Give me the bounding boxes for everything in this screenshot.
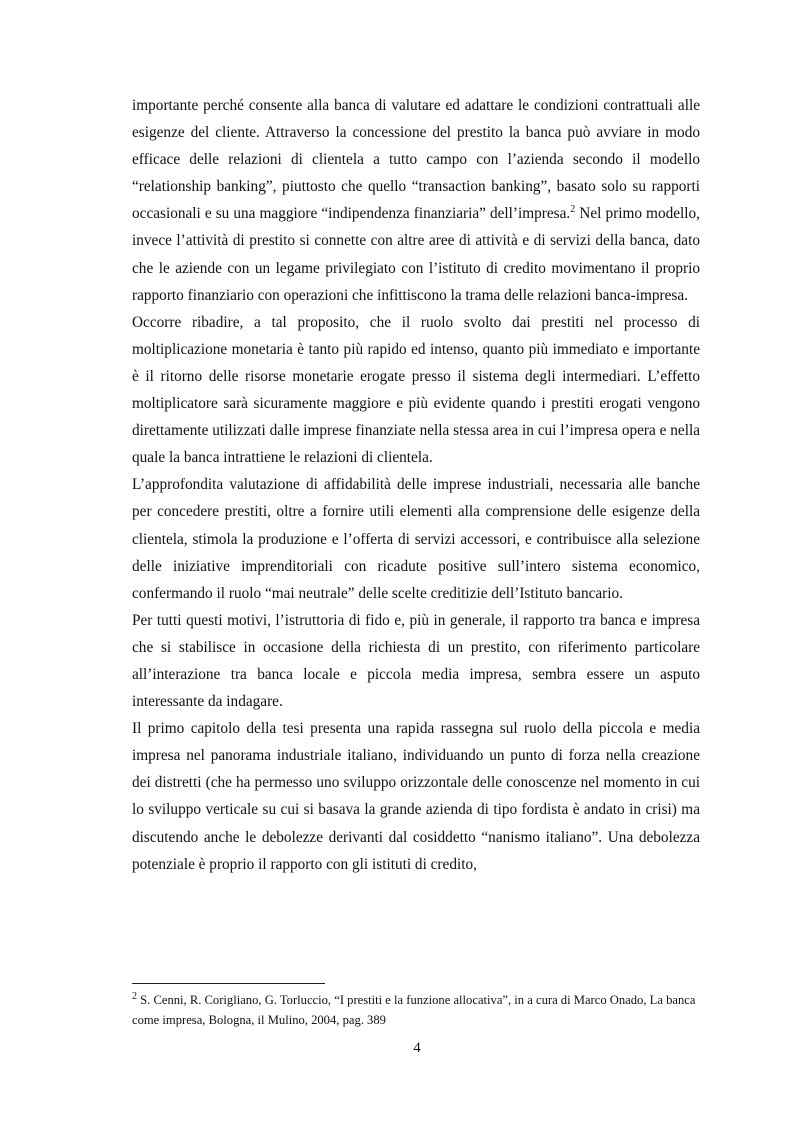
footnote-text: S. Cenni, R. Corigliano, G. Torluccio, “I prestiti e la funzione allocativa”, in a cura di Marco Onado, La banca come impresa, Bologna, il Mulino, 2004, pag. 389 bbox=[132, 993, 696, 1027]
page-number: 4 bbox=[413, 1040, 421, 1056]
paragraph-1-text: importante perché consente alla banca di valutare ed adattare le condizioni contrattuali alle esigenze del cliente. Attraverso la concessione del prestito la banca può avviare in modo efficace delle relazioni di clientela a tutto campo con l’azienda secondo il modello “relationship banking”, piuttosto che quello “transaction banking”, basato solo su rapporti occasionali e su una maggiore “indipendenza finanziaria” dell’impresa. bbox=[132, 97, 700, 223]
footnote-reference: 2 bbox=[570, 204, 576, 216]
paragraph-1 bbox=[132, 92, 700, 309]
footnote-separator bbox=[132, 983, 325, 984]
body-text bbox=[132, 92, 700, 878]
footnote bbox=[132, 990, 700, 1030]
paragraph-4: Per tutti questi motivi, l’istruttoria di fido e, più in generale, il rapporto tra banca e impresa che si stabilisce in occasione della richiesta di un prestito, con riferimento particolare all’interazione tra banca locale e piccola media impresa, sembra essere un asputo interessante da indagare. bbox=[132, 611, 700, 711]
paragraph-2: Occorre ribadire, a tal proposito, che il ruolo svolto dai prestiti nel processo di moltiplicazione monetaria è tanto più rapido ed intenso, quanto più immediato e importante è il ritorno delle risorse monetarie erogate presso il sistema degli intermediari. L’effetto moltiplicatore sarà sicuramente maggiore e più evidente quando i prestiti erogati vengono direttamente utilizzati dalle imprese finanziate nella stessa area in cui l’impresa opera e nella quale la banca intrattiene le relazioni di clientela. bbox=[132, 313, 700, 467]
paragraph-1-text-continued: Nel primo modello, invece l’attività di prestito si connette con altre aree di attività e di servizi della banca, dato che le aziende con un legame privilegiato con l’istituto di credito movimentano il proprio rapporto finanziario con operazioni che infittiscono la trama delle relazioni banca-impresa. bbox=[132, 205, 700, 304]
footnote-number: 2 bbox=[132, 990, 137, 1002]
paragraph-5: Il primo capitolo della tesi presenta una rapida rassegna sul ruolo della piccola e media impresa nel panorama industriale italiano, individuando un punto di forza nella creazione dei distretti (che ha permesso uno sviluppo orizzontale delle conoscenze nel momento in cui lo sviluppo verticale su cui si basava la grande azienda di tipo fordista è andato in crisi) ma discutendo anche le debolezze derivanti dal cosiddetto “nanismo italiano”. Una debolezza potenziale è proprio il rapporto con gli istituti di credito, bbox=[132, 720, 700, 873]
paragraph-3: L’approfondita valutazione di affidabilità delle imprese industriali, necessaria alle banche per concedere prestiti, oltre a fornire utili elementi alla comprensione delle esigenze della clientela, stimola la produzione e l’offerta di servizi accessori, e contribuisce alla selezione delle iniziative imprenditoriali con ricadute positive sull’intero sistema economico, confermando il ruolo “mai neutrale” delle scelte creditizie dell’Istituto bancario. bbox=[132, 476, 700, 602]
